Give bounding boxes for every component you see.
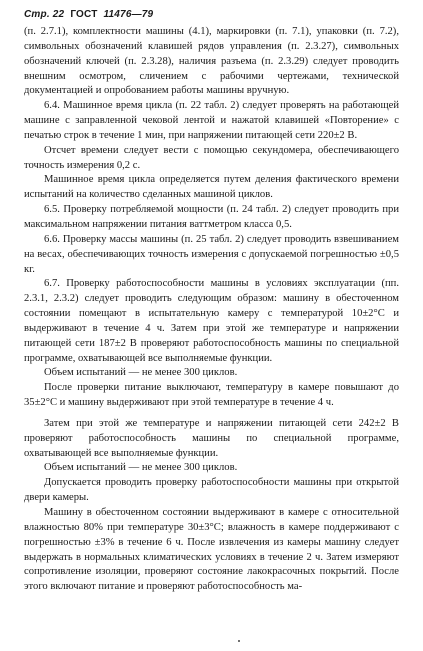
paragraph-6-6: 6.6. Проверку массы машины (п. 25 табл. 2) следует проводить взвешиванием на весах, обеспечивающих точность измерения с допускаемой погрешностью ±0,5 кг. [24, 233, 399, 275]
paragraph-cycle-time: Машинное время цикла определяется путем деления фактического времени испытаний на количество сделанных машиной циклов. [24, 174, 399, 201]
paragraph-6-5: 6.5. Проверку потребляемой мощности (п. 24 табл. 2) следует проводить при максимальном напряжении питания ваттметром класса 0,5. [24, 204, 399, 230]
standard-number: 11476—79 [103, 9, 154, 20]
page-number: Стр. 22 [24, 9, 65, 20]
paragraph-test-volume-2: Объем испытаний — не менее 300 циклов. [44, 462, 238, 474]
paragraph-humidity: Машину в обесточенном состоянии выдерживают в камере с относительной влажностью 80% при температуре 30±3°С; влажность в камере поддерживают с погрешностью ±3% в течение 6 ч. После извлечения из камеры машину следует выдержать в нормальных климатических условиях в течение 2 ч. Затем измеряют сопротивление изоляции, проверяют состояние лакокрасочных покрытий. После этого включают питание и проверяют работоспособность ма- [24, 507, 399, 593]
paragraph-test-volume-1: Объем испытаний — не менее 300 циклов. [44, 367, 238, 379]
standard-label: ГОСТ [70, 9, 98, 20]
document-body [24, 25, 399, 595]
scan-speck [238, 640, 240, 642]
paragraph-time-count: Отсчет времени следует вести с помощью секундомера, обеспечивающего точность измерения 0,2 с. [24, 144, 399, 171]
paragraph-open-door: Допускается проводить проверку работоспособности машины при открытой двери камеры. [24, 477, 399, 504]
paragraph-after-check: После проверки питание выключают, температуру в камере повышают до 35±2°С и машину выдерживают при этой температуре в течение 4 ч. [24, 382, 399, 409]
paragraph-6-7: 6.7. Проверку работоспособности машины в условиях эксплуатации (пп. 2.3.1, 2.3.2) следует проводить следующим образом: машину в обесточенном состоянии помещают в испытательную камеру с температурой 10±2°С и выдерживают в течение 4 ч. Затем при этой же температуре и напряжении питающей сети 187±2 В проверяют работоспособность машины по специальной программе, охватывающей все выполняемые функции. [24, 278, 399, 364]
page-header [24, 9, 399, 20]
paragraph-continued: (п. 2.7.1), комплектности машины (4.1), маркировки (п. 7.1), упаковки (п. 7.2), символьных обозначений клавишей рядов управления (п. 2.3.27), символьных обозначений ключей (п. 2.3.28), наличия разъема (п. 2.3.29) следует проводить внешним осмотром, сличением с рабочими чертежами, технической документацией и опробованием работы машины вручную. [24, 26, 399, 97]
paragraph-6-4: 6.4. Машинное время цикла (п. 22 табл. 2) следует проверять на работающей машине с заправленной чековой лентой и нажатой клавишей «Повторение» с печатью строк в течение 1 мин, при напряжении питающей сети 220±2 В. [24, 100, 399, 141]
paragraph-then-check: Затем при этой же температуре и напряжении питающей сети 242±2 В проверяют работоспособность машины по специальной программе, охватывающей все выполняемые функции. [24, 417, 399, 459]
